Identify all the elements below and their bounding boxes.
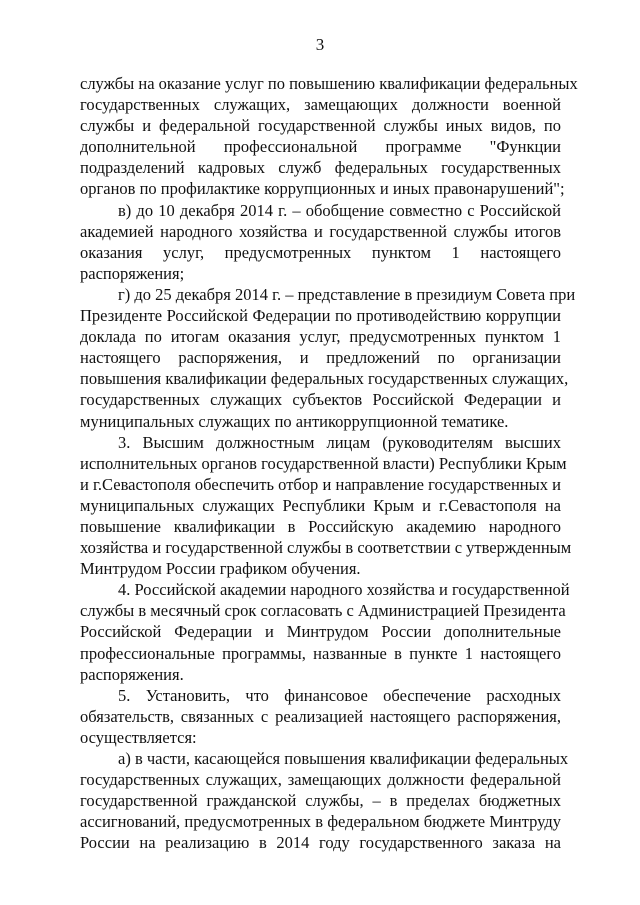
text-line: доклада по итогам оказания услуг, предусмотренных пунктом 1 — [80, 327, 561, 347]
text-line: муниципальных служащих по антикоррупционной тематике. — [80, 411, 509, 431]
text-line: подразделений кадровых служб федеральных государственных — [80, 158, 561, 178]
paragraph — [80, 200, 561, 284]
text-line: настоящего распоряжения, и предложений по организации — [80, 348, 561, 368]
text-line: государственных служащих, замещающих должности федеральной — [80, 770, 561, 790]
text-line: государственных служащих субъектов Российской Федерации и — [80, 390, 561, 410]
text-line: 3. Высшим должностным лицам (руководителям высших — [118, 432, 561, 452]
text-line: России на реализацию в 2014 году государственного заказа на — [80, 833, 561, 853]
text-line: распоряжения. — [80, 664, 184, 684]
text-line: академией народного хозяйства и государственной службы итогов — [80, 221, 561, 241]
page-number: 3 — [315, 35, 325, 54]
text-line: обязательств, связанных с реализацией настоящего распоряжения, — [80, 706, 561, 726]
text-line: государственной гражданской службы, – в пределах бюджетных — [80, 791, 561, 811]
paragraph — [80, 579, 570, 684]
text-line: повышение квалификации в Российскую академию народного — [80, 516, 561, 536]
document-body — [80, 73, 578, 853]
text-line: профессиональные программы, названные в пункте 1 настоящего — [80, 643, 561, 663]
text-line: дополнительной профессиональной программе "Функции — [80, 137, 561, 157]
text-line: государственных служащих, замещающих должности военной — [80, 95, 561, 115]
text-line: в) до 10 декабря 2014 г. – обобщение совместно с Российской — [118, 200, 561, 220]
text-line: распоряжения; — [80, 263, 185, 283]
text-line: службы на оказание услуг по повышению квалификации федеральных — [80, 74, 578, 93]
text-line: Российской Федерации и Минтрудом России дополнительные — [80, 622, 561, 642]
text-line: 5. Установить, что финансовое обеспечение расходных — [118, 685, 561, 705]
text-line: исполнительных органов государственной власти) Республики Крым — [80, 453, 567, 473]
text-line: а) в части, касающейся повышения квалификации федеральных — [118, 749, 569, 768]
paragraph — [80, 748, 569, 853]
text-line: муниципальных служащих Республики Крым и г.Севастополя на — [80, 495, 561, 515]
paragraph — [80, 284, 576, 432]
text-line: органов по профилактике коррупционных и иных правонарушений"; — [80, 179, 565, 199]
text-line: хозяйства и государственной службы в соответствии с утвержденным — [80, 538, 572, 558]
paragraph — [80, 73, 578, 200]
text-line: г) до 25 декабря 2014 г. – представление в президиум Совета при — [118, 284, 576, 304]
paragraph — [80, 432, 572, 580]
text-line: Президенте Российской Федерации по противодействию коррупции — [80, 306, 561, 326]
text-line: ассигнований, предусмотренных в федеральном бюджете Минтруду — [80, 812, 561, 832]
text-line: и г.Севастополя обеспечить отбор и направление государственных и — [80, 474, 561, 494]
text-line: оказания услуг, предусмотренных пунктом 1 настоящего — [80, 242, 561, 262]
text-line: осуществляется: — [80, 727, 197, 747]
text-line: службы в месячный срок согласовать с Администрацией Президента — [80, 601, 566, 621]
text-line: повышения квалификации федеральных государственных служащих, — [80, 369, 569, 389]
text-line: службы и федеральной государственной службы иных видов, по — [80, 116, 561, 136]
paragraph — [80, 685, 561, 748]
text-line: Минтрудом России графиком обучения. — [80, 559, 361, 579]
text-line: 4. Российской академии народного хозяйства и государственной — [118, 580, 570, 600]
